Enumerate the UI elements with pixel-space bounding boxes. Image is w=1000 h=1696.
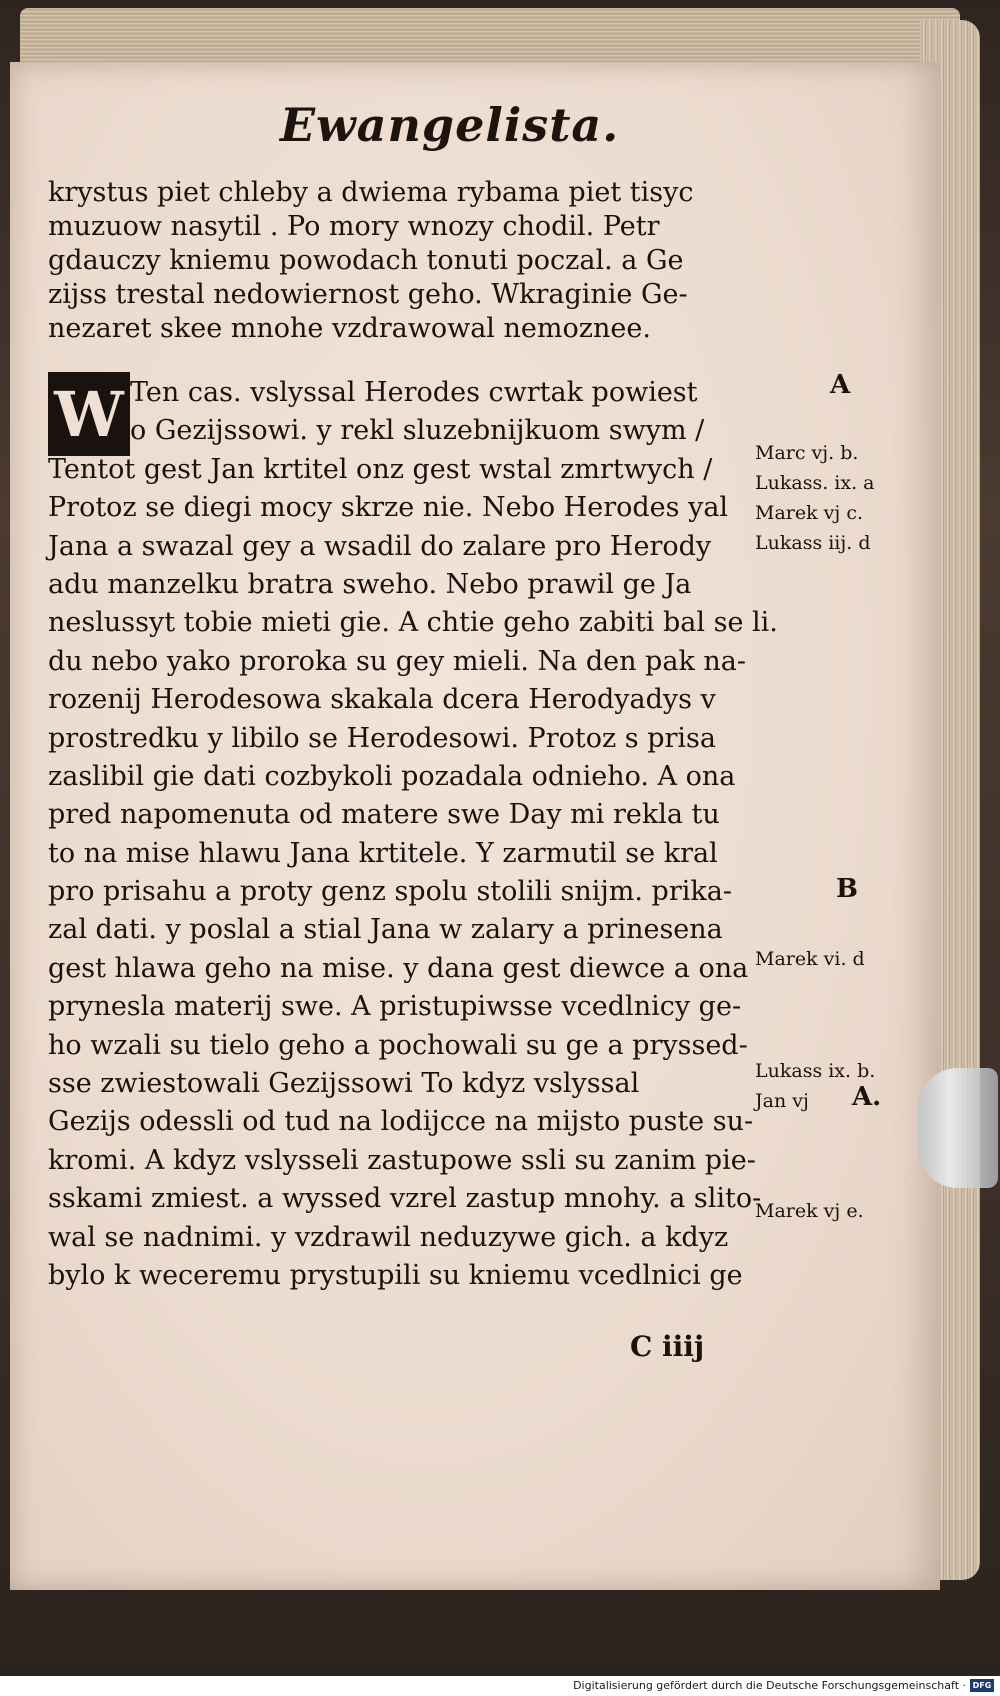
body-line: Tentot gest Jan krtitel onz gest wstal zmrtwych /: [48, 453, 713, 485]
summary-line: gdauczy kniemu powodach tonuti poczal. a Ge: [48, 245, 684, 276]
body-line: pred napomenuta od matere swe Day mi rekla tu: [48, 799, 720, 831]
body-line: bylo k weceremu prystupili su kniemu vcedlnici ge: [48, 1259, 743, 1291]
body-line: zaslibil gie dati cozbykoli pozadala odnieho. A ona: [48, 760, 736, 792]
margin-reference: Marek vj c.: [755, 502, 864, 524]
summary-line: krystus piet chleby a dwiema rybama piet tisyc: [48, 177, 694, 208]
body-line: Jana a swazal gey a wsadil do zalare pro Herody: [48, 530, 712, 562]
body-line: to na mise hlawu Jana krtitele. Y zarmutil se kral: [48, 837, 718, 869]
margin-section-letter: B: [836, 874, 858, 904]
body-line: o Gezijssowi. y rekl sluzebnijkuom swym /: [130, 415, 705, 447]
margin-reference: Jan vj: [755, 1090, 809, 1112]
drop-cap-initial: W: [48, 372, 130, 456]
margin-reference: Lukass. ix. a: [755, 472, 875, 494]
body-line: gest hlawa geho na mise. y dana gest diewce a ona: [48, 952, 749, 984]
gospel-text: [48, 374, 778, 1295]
body-line: adu manzelku bratra sweho. Nebo prawil ge Ja: [48, 568, 692, 600]
page-stack-top-edge: [20, 8, 960, 68]
dfg-logo: DFG: [970, 1679, 994, 1692]
digitization-credit: Digitalisierung gefördert durch die Deutsche Forschungsgemeinschaft ·: [0, 1676, 1000, 1696]
body-line: neslussyt tobie mieti gie. A chtie geho zabiti bal se li.: [48, 607, 778, 639]
page-clip-icon: [918, 1068, 998, 1188]
body-line: du nebo yako proroka su gey mieli. Na den pak na-: [48, 645, 746, 677]
summary-line: nezaret skee mnohe vzdrawowal nemoznee.: [48, 313, 651, 344]
body-line: prostredku y libilo se Herodesowi. Protoz s prisa: [48, 722, 716, 754]
margin-reference: Marek vi. d: [755, 948, 865, 970]
chapter-summary: [48, 176, 748, 346]
margin-section-letter: A.: [852, 1082, 882, 1112]
body-line: sse zwiestowali Gezijssowi To kdyz vslyssal: [48, 1068, 640, 1100]
body-line: wal se nadnimi. y vzdrawil neduzywe gich. a kdyz: [48, 1221, 729, 1253]
body-line: Protoz se diegi mocy skrze nie. Nebo Herodes yal: [48, 492, 729, 524]
body-line: kromi. A kdyz vslysseli zastupowe ssli su zanim pie-: [48, 1144, 756, 1176]
body-line: prynesla materij swe. A pristupiwsse vcedlnicy ge-: [48, 991, 742, 1023]
margin-section-letter: A: [830, 370, 851, 400]
body-line: pro prisahu a proty genz spolu stolili snijm. prika-: [48, 876, 732, 908]
body-line: ho wzali su tielo geho a pochowali su ge a pryssed-: [48, 1029, 748, 1061]
summary-line: muzuow nasytil . Po mory wnozy chodil. Petr: [48, 211, 660, 242]
body-line: Ten cas. vslyssal Herodes cwrtak powiest: [130, 377, 698, 408]
margin-reference: Lukass iij. d: [755, 532, 871, 554]
signature-mark: C iiij: [630, 1330, 705, 1363]
body-line: Gezijs odessli od tud na lodijcce na mijsto puste su-: [48, 1106, 754, 1138]
margin-reference: Lukass ix. b.: [755, 1060, 876, 1082]
page-header: Ewangelista.: [280, 98, 620, 152]
body-line: sskami zmiest. a wyssed vzrel zastup mnohy. a slito-: [48, 1183, 762, 1215]
margin-reference: Marc vj. b.: [755, 442, 859, 464]
body-line: zal dati. y poslal a stial Jana w zalary a prinesena: [48, 914, 723, 946]
body-line: rozenij Herodesowa skakala dcera Herodyadys v: [48, 684, 716, 716]
summary-line: zijss trestal nedowiernost geho. Wkraginie Ge-: [48, 279, 688, 310]
margin-reference: Marek vj e.: [755, 1200, 864, 1222]
